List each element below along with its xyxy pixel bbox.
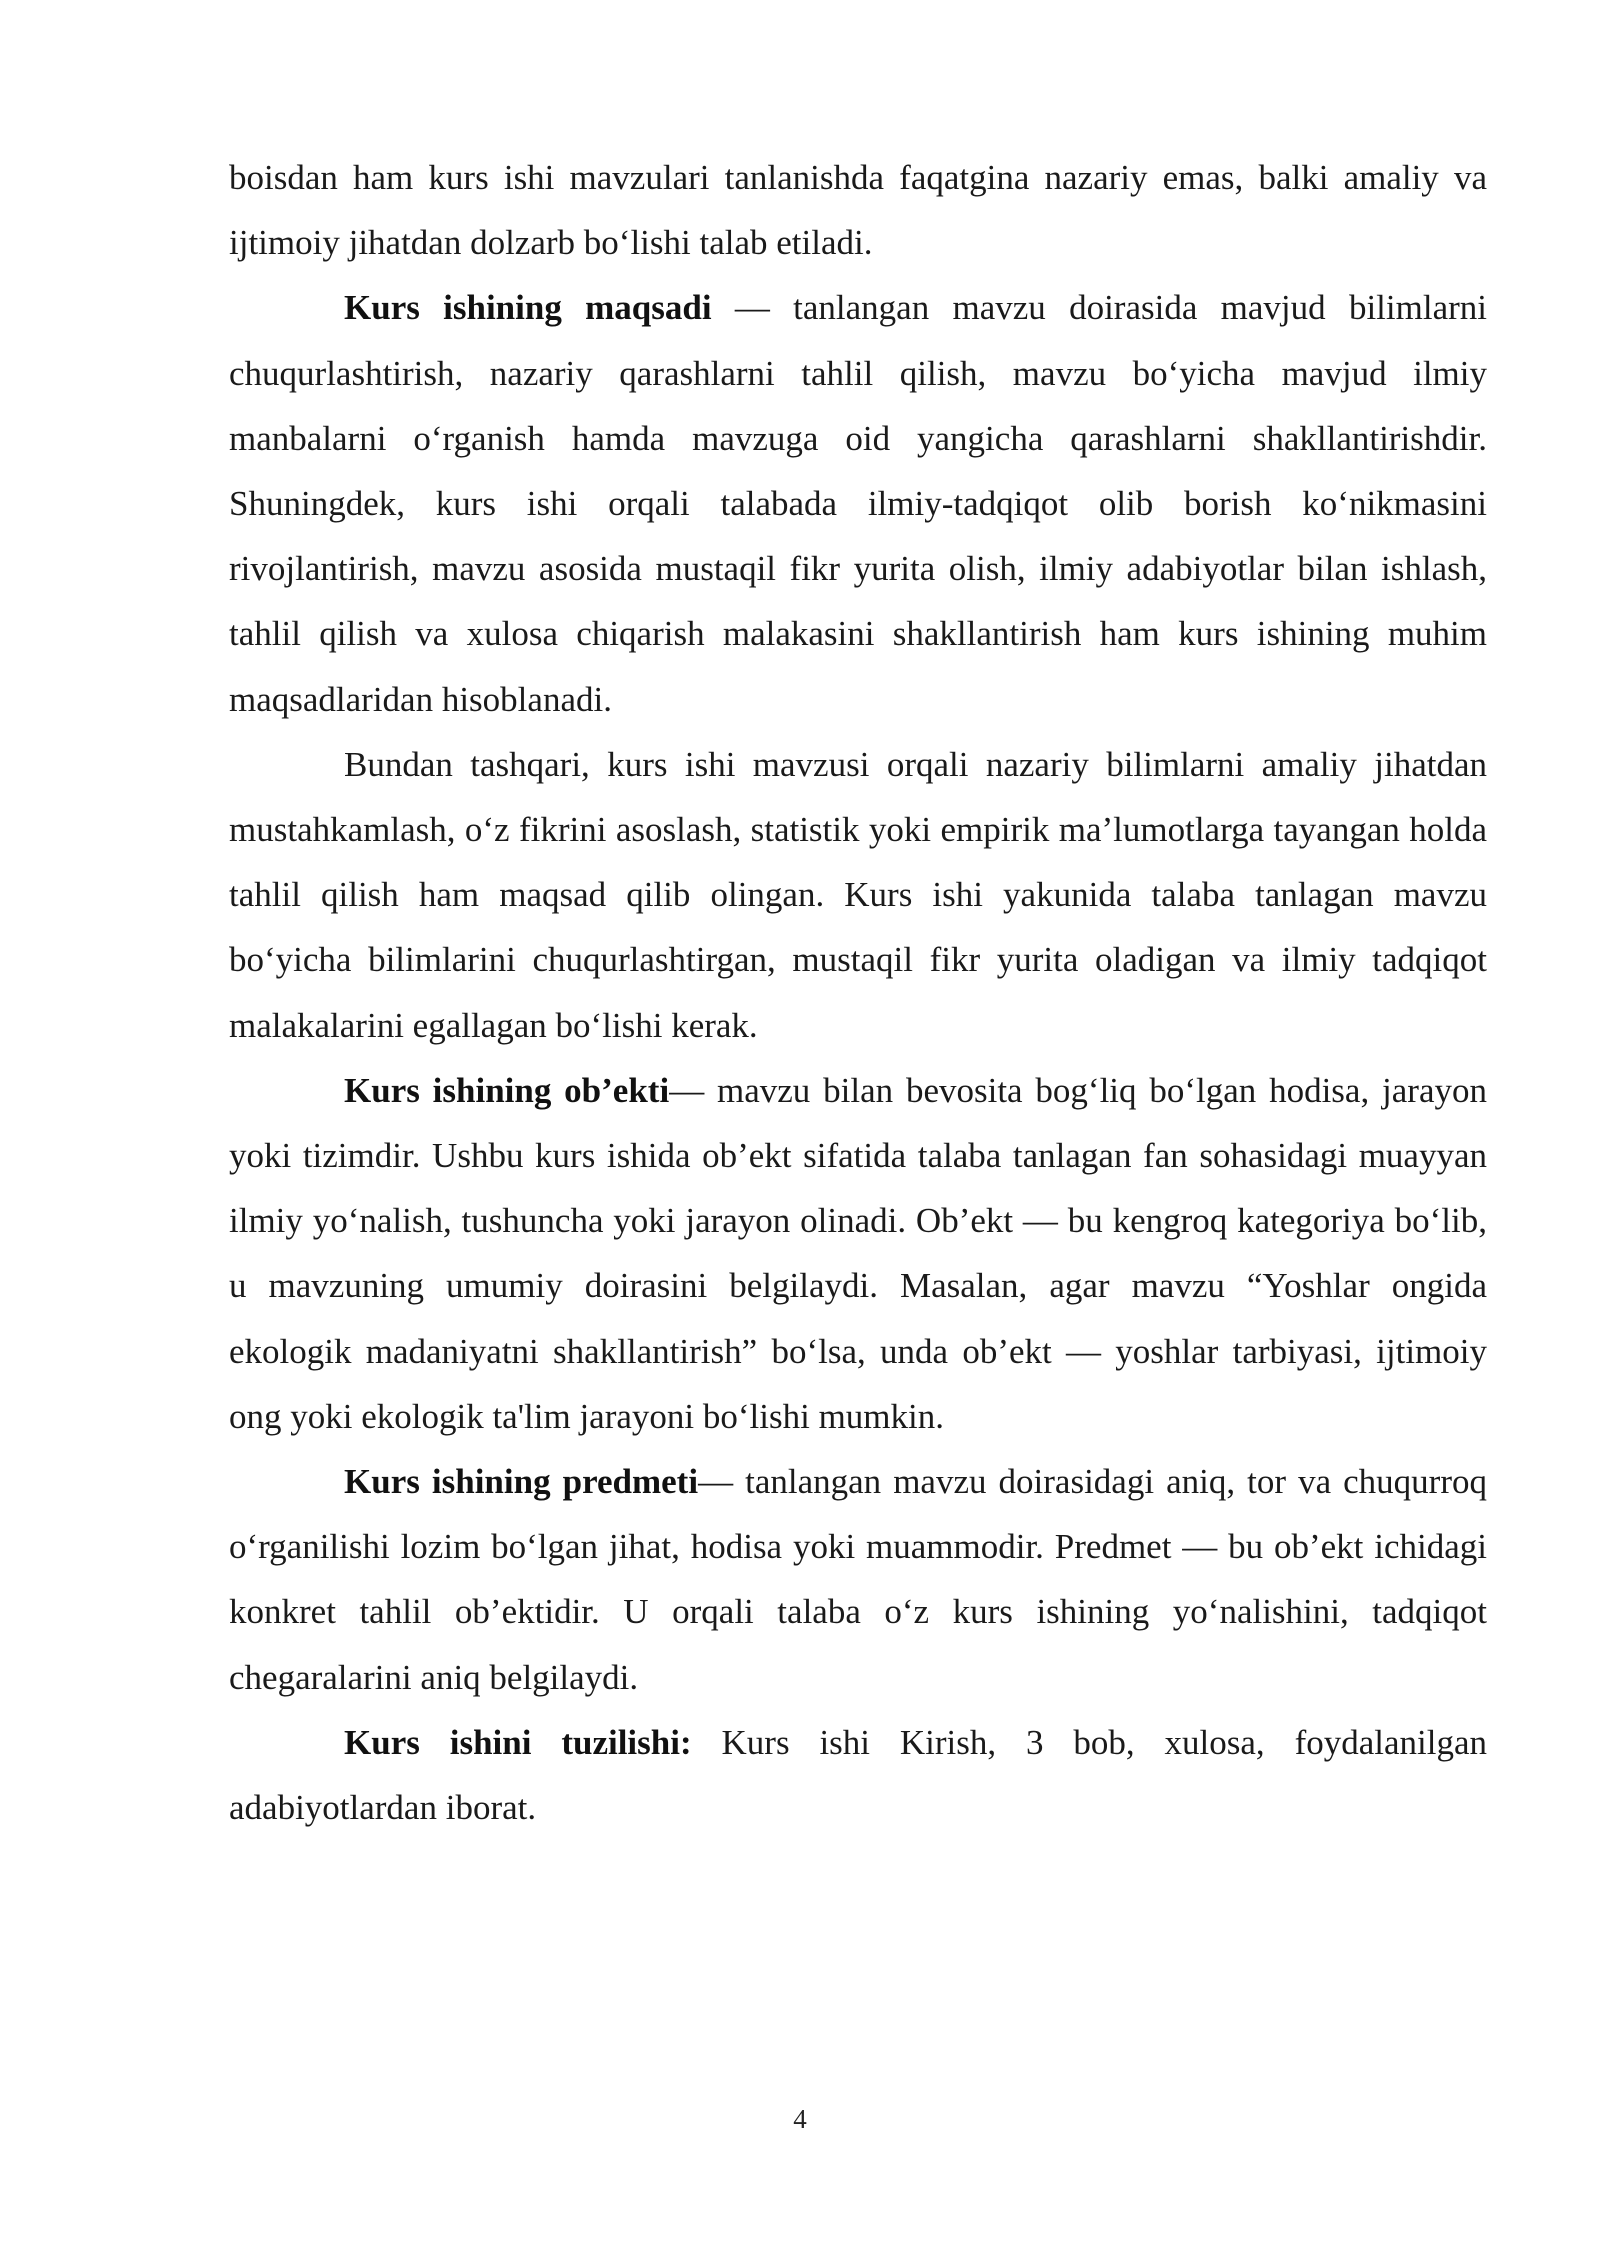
paragraph-text: boisdan ham kurs ishi mavzulari tanlanishda faqatgina nazariy emas, balki amaliy va ijtimoiy jihatdan dolzarb bo‘lishi talab etiladi. <box>229 158 1487 263</box>
paragraph-text: — tanlangan mavzu doirasida mavjud bilimlarni chuqurlashtirish, nazariy qarashlarni tahlil qilish, mavzu bo‘yicha mavjud ilmiy manbalarni o‘rganish hamda mavzuga oid yangicha qarashlarni shakllantirishdir. Shuningdek, kurs ishi orqali talabada ilmiy-tadqiqot olib borish ko‘nikmasini rivojlantirish, mavzu asosida mustaqil fikr yurita olish, ilmiy adabiyotlar bilan ishlash, tahlil qilish va xulosa chiqarish malakasini shakllantirish ham kurs ishining muhim maqsadlaridan hisoblanadi. <box>229 288 1487 719</box>
paragraph-text: Bundan tashqari, kurs ishi mavzusi orqali nazariy bilimlarni amaliy jihatdan mustahkamlash, o‘z fikrini asoslash, statistik yoki empirik ma’lumotlarga tayangan holda tahlil qilish ham maqsad qilib olingan. Kurs ishi yakunida talaba tanlagan mavzu bo‘yicha bilimlarini chuqurlashtirgan, mustaqil fikr yurita oladigan va ilmiy tadqiqot malakalarini egallagan bo‘lishi kerak. <box>229 744 1487 1045</box>
paragraph-maqsadi <box>229 275 1487 731</box>
paragraph-text: — tanlangan mavzu doirasidagi aniq, tor va chuqurroq o‘rganilishi lozim bo‘lgan jihat, hodisa yoki muammodir. Predmet — bu ob’ekt ichidagi konkret tahlil ob’ektidir. U orqali talaba o‘z kurs ishining yo‘nalishini, tadqiqot chegaralarini aniq belgilaydi. <box>229 1462 1487 1697</box>
paragraph-heading: Kurs ishining maqsadi <box>344 288 712 328</box>
page-number: 4 <box>793 2104 807 2134</box>
paragraph-obekti <box>229 1058 1487 1449</box>
paragraph-predmeti <box>229 1449 1487 1710</box>
paragraph-heading: Kurs ishining predmeti <box>344 1462 699 1502</box>
paragraph-continuation <box>229 145 1487 275</box>
paragraph-heading: Kurs ishining ob’ekti <box>344 1070 670 1110</box>
paragraph-heading: Kurs ishini tuzilishi: <box>344 1722 692 1762</box>
paragraph-text: Kurs ishi Kirish, 3 bob, xulosa, foydalanilgan adabiyotlardan iborat. <box>229 1722 1487 1828</box>
paragraph-tuzilishi <box>229 1710 1487 1840</box>
document-body <box>229 145 1487 1840</box>
paragraph-bundan-tashqari <box>229 732 1487 1058</box>
paragraph-text: — mavzu bilan bevosita bog‘liq bo‘lgan hodisa, jarayon yoki tizimdir. Ushbu kurs ishida ob’ekt sifatida talaba tanlagan fan sohasidagi muayyan ilmiy yo‘nalish, tushuncha yoki jarayon olinadi. Ob’ekt — bu kengroq kategoriya bo‘lib, u mavzuning umumiy doirasini belgilaydi. Masalan, agar mavzu “Yoshlar ongida ekologik madaniyatni shakllantirish” bo‘lsa, unda ob’ekt — yoshlar tarbiyasi, ijtimoiy ong yoki ekologik ta'lim jarayoni bo‘lishi mumkin. <box>229 1070 1487 1436</box>
